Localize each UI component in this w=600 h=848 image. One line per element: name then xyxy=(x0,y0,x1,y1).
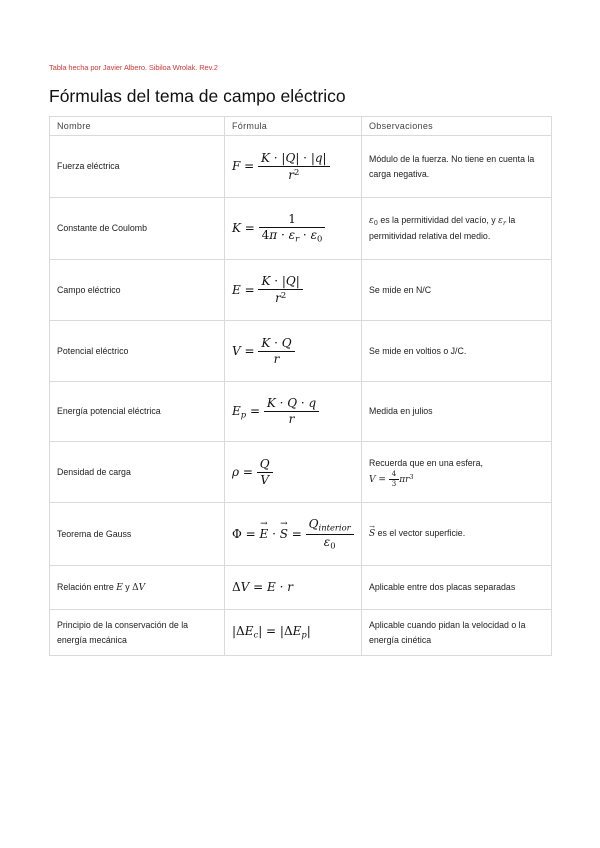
formula-conservacion: $|\Delta E_c| = |\Delta E_p|$ xyxy=(232,624,311,640)
row-name: Principio de la conservación de la energía mecánica xyxy=(50,610,225,656)
credit-line: Tabla hecha por Javier Albero. Sibiloa Wrolak. Rev.2 xyxy=(49,63,218,72)
formula-cell xyxy=(225,382,362,442)
formula-table xyxy=(49,116,552,656)
column-header-observaciones: Observaciones xyxy=(362,117,552,136)
table-row xyxy=(50,442,552,503)
column-header-formula: Fórmula xyxy=(225,117,362,136)
formula-cell xyxy=(225,442,362,503)
row-note: Aplicable cuando pidan la velocidad o la energía cinética xyxy=(362,610,552,656)
table-row xyxy=(50,321,552,382)
formula-potencial: V = $\frac{K \cdot Q}{r}$ xyxy=(232,344,295,358)
column-header-nombre: Nombre xyxy=(50,117,225,136)
row-name: Fuerza eléctrica xyxy=(50,136,225,198)
row-note: Medida en julios xyxy=(362,382,552,442)
row-name: Campo eléctrico xyxy=(50,260,225,321)
row-name: Relación entre E y ΔV xyxy=(50,566,225,610)
row-note: Se mide en N/C xyxy=(362,260,552,321)
table-header-row xyxy=(50,117,552,136)
table-row xyxy=(50,260,552,321)
row-note: Se mide en voltios o J/C. xyxy=(362,321,552,382)
formula-gauss: Φ = → E · → S = $\frac{Q_{interior}}{\varepsilon_0}$ xyxy=(232,527,354,541)
page-title: Fórmulas del tema de campo eléctrico xyxy=(49,86,346,106)
row-name: Constante de Coulomb xyxy=(50,198,225,260)
table-row xyxy=(50,198,552,260)
row-note: $\varepsilon_0$ es la permitividad del vacío, y $\varepsilon_r$ la permitividad relativa del medio. xyxy=(362,198,552,260)
formula-energia-potencial: $E_p$ = $\frac{K \cdot Q \cdot q}{r}$ xyxy=(232,404,319,418)
formula-cell xyxy=(225,566,362,610)
row-note: Módulo de la fuerza. No tiene en cuenta la carga negativa. xyxy=(362,136,552,198)
formula-cell xyxy=(225,198,362,260)
table-row xyxy=(50,503,552,566)
formula-fuerza: F = $\frac{K \cdot |Q| \cdot |q|}{r^2}$ xyxy=(232,159,330,173)
table-row xyxy=(50,566,552,610)
table-row xyxy=(50,136,552,198)
formula-coulomb: K = $\frac{1}{4\pi \cdot \varepsilon_r \cdot \varepsilon_0}$ xyxy=(232,221,325,235)
table-row xyxy=(50,382,552,442)
formula-relacion: ΔV = E · r xyxy=(232,579,293,594)
row-note: Recuerda que en una esfera, V = $\frac{4}{3}$ $\pi r^3$ xyxy=(362,442,552,503)
formula-cell xyxy=(225,321,362,382)
row-name: Teorema de Gauss xyxy=(50,503,225,566)
formula-cell xyxy=(225,610,362,656)
row-note: → S es el vector superficie. xyxy=(362,503,552,566)
formula-cell xyxy=(225,260,362,321)
row-name: Densidad de carga xyxy=(50,442,225,503)
formula-cell xyxy=(225,136,362,198)
row-name: Energía potencial eléctrica xyxy=(50,382,225,442)
formula-densidad: ρ = $\frac{Q}{V}$ xyxy=(232,465,273,479)
row-name: Potencial eléctrico xyxy=(50,321,225,382)
table-row xyxy=(50,610,552,656)
row-note: Aplicable entre dos placas separadas xyxy=(362,566,552,610)
sphere-volume-formula: V = $\frac{4}{3}$ $\pi r^3$ xyxy=(369,470,414,488)
formula-cell xyxy=(225,503,362,566)
formula-campo: E = $\frac{K \cdot |Q|}{r^2}$ xyxy=(232,283,303,297)
